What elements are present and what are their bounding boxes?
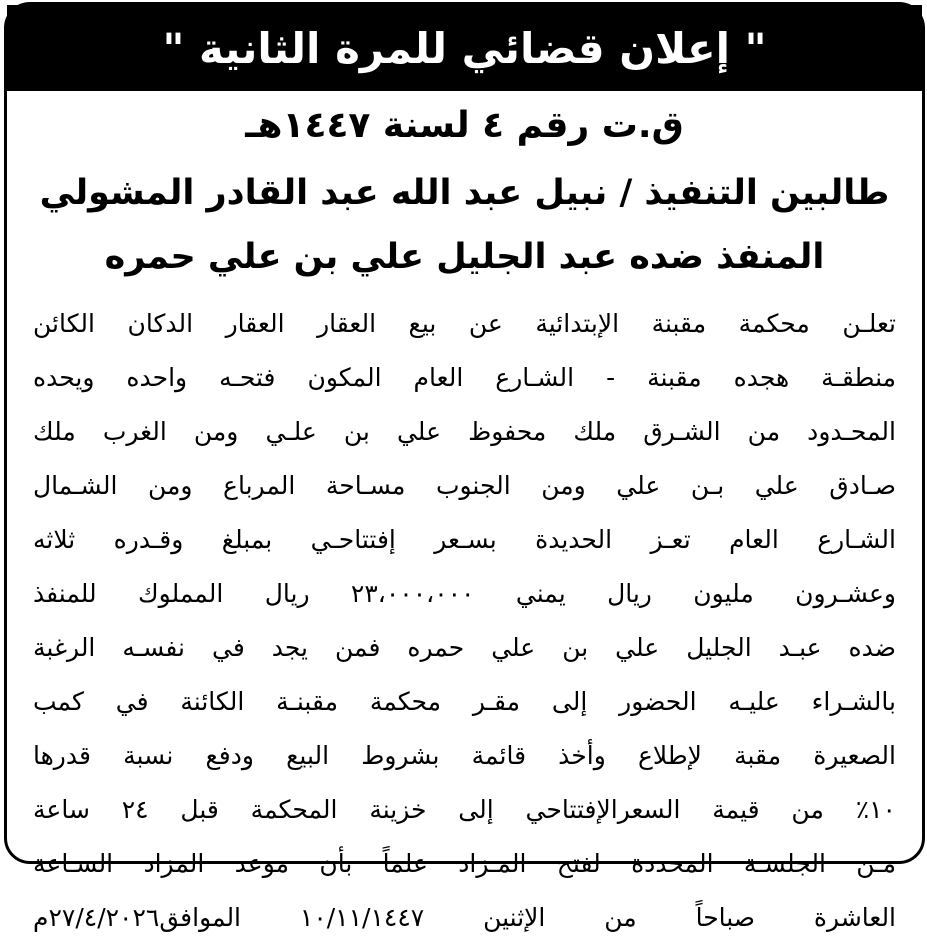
body-line: الشـارع العام تعـز الحديدة بسـعر إفتتاحـي بمبلغ وقـدره ثلاثه xyxy=(33,525,896,554)
notice-content xyxy=(7,91,922,932)
body-line: بالشـراء عليـه الحضور إلى مقـر محكمة مقبنـة الكائنة في كمب xyxy=(33,687,896,716)
body-line: المحـدود من الشـرق ملك محفوظ علي بن علـي ومن الغرب ملك xyxy=(33,417,896,446)
body-line: تعلـن محكمة مقبنة الإبتدائية عن بيع العقار العقار الدكان الكائن xyxy=(33,309,896,338)
notice-frame xyxy=(4,2,925,932)
body-line: ١٠٪ من قيمة السعرالإفتتاحي إلى خزينة المحكمة قبل ٢٤ ساعة xyxy=(33,795,896,824)
plaintiff-line: طالبين التنفيذ / نبيل عبد الله عبد القادر المشولي xyxy=(39,173,890,213)
notice-title: " إعلان قضائي للمرة الثانية " xyxy=(162,23,767,73)
body-line: مـن الجلسـة المحددة لفتح المـزاد علماً بأن موعد المزاد السـاعة xyxy=(33,849,896,878)
case-number: ق.ت رقم ٤ لسنة ١٤٤٧هـ xyxy=(245,105,684,146)
body-line: ضده عبـد الجليل علي بن علي حمره فمن يجد في نفسـه الرغبة xyxy=(33,633,896,662)
body-line: وعشـرون مليون ريال يمني ٢٣،٠٠٠،٠٠٠ ريال المملوك للمنفذ xyxy=(33,579,896,608)
defendant-line: المنفذ ضده عبد الجليل علي بن علي حمره xyxy=(104,237,825,277)
notice-body xyxy=(33,297,896,945)
body-line: منطقـة هجده مقبنة - الشـارع العام المكون فتحـه واحده ويحده xyxy=(33,363,896,392)
notice-header-bar xyxy=(7,5,922,91)
body-line: العاشرة صباحاً من الإثنين ١٠/١١/١٤٤٧ الموافق٢٧/٤/٢٠٢٦م xyxy=(33,903,897,932)
body-line: الصعيرة مقبة لإطلاع وأخذ قائمة بشروط البيع ودفع نسبة قدرها xyxy=(33,741,896,770)
body-line: صـادق علي بـن علي ومن الجنوب مسـاحة المرباع ومن الشـمال xyxy=(33,471,896,500)
